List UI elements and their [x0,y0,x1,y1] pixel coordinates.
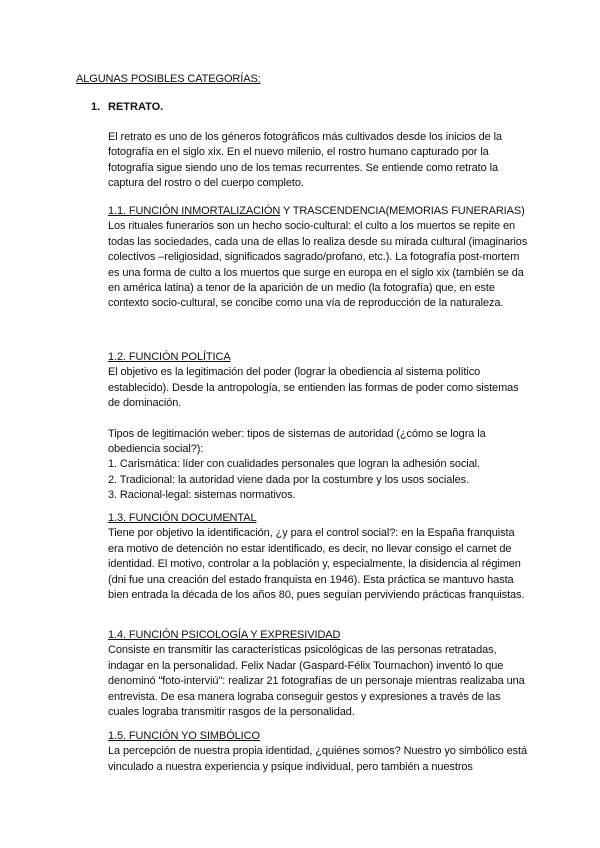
subsection-body: Tiene por objetivo la identificación, ¿y para el control social?: en la España franquista era motivo de detención no estar identificado, es decir, no llevar consigo el carnet de identidad. El motivo, controlar a la población y, especialmente, la disidencia al régimen (dni fue una creación del estado franquista en 1946). Esta práctica se mantuvo hasta bien entrada la década de los años 80, pues seguían perviviendo prácticas franquistas. [108,527,525,602]
subsection-body: Los rituales funerarios son un hecho socio-cultural: el culto a los muertos se repite en todas las sociedades, cada una de ellas lo realiza desde su mirada cultural (imaginarios colectivos –religiosidad, significados sagrado/profano, etc.). La fotografía post-mortem es una forma de culto a los muertos que surge en europa en el siglo xix (también se da en américa latina) a tenor de la aparición de un medio (la fotografía) que, en este contexto socio-cultural, se concibe como una vía de reproducción de la naturaleza. [108,220,528,310]
section-intro [108,130,528,192]
section-title: RETRATO. [108,101,164,113]
section-heading-retrato [91,100,163,115]
list-intro: Tipos de legitimación weber: tipos de sistemas de autoridad (¿cómo se logra la obediencia social?): [108,427,486,456]
list-item: 1. Carismática: líder con cualidades personales que logran la adhesión social. [108,458,480,471]
document-title: ALGUNAS POSIBLES CATEGORÍAS: [76,73,261,85]
subsection-heading [108,729,528,744]
authority-list [108,457,528,503]
subsection-heading-underlined: 1.5. FUNCIÓN YO SIMBÓLICO [108,730,260,742]
subsection-1-1 [108,204,528,312]
subsection-heading [108,628,528,643]
subsection-heading-underlined: 1.2. FUNCIÓN POLÍTICA [108,351,231,363]
subsection-body: El objetivo es la legitimación del poder (lograr la obediencia al sistema político establecido). Desde la antropología, se entienden las formas de poder como sistemas de dominación. [108,366,519,410]
subsection-heading-rest: Y TRASCENDENCIA(MEMORIAS FUNERARIAS) [280,205,525,217]
subsection-heading-underlined: 1.1. FUNCIÓN INMORTALIZACIÓN [108,205,281,217]
subsection-heading [108,204,528,219]
section-number: 1. [91,101,101,113]
list-item: 3. Racional-legal: sistemas normativos. [108,489,296,502]
subsection-heading [108,511,528,526]
subsection-heading-underlined: 1.4. FUNCIÓN PSICOLOGÍA Y EXPRESIVIDAD [108,629,341,641]
subsection-1-2 [108,350,528,504]
subsection-body: La percepción de nuestra propia identidad, ¿quiénes somos? Nuestro yo simbólico está vinculado a nuestra experiencia y psique individual, pero también a nuestros [108,745,528,773]
list-item: 2. Tradicional: la autoridad viene dada por la costumbre y los usos sociales. [108,473,470,486]
subsection-1-4 [108,628,528,720]
subsection-1-5 [108,729,528,775]
subsection-heading-underlined: 1.3. FUNCIÓN DOCUMENTAL [108,512,257,524]
subsection-body: Consiste en transmitir las características psicológicas de las personas retratadas, indagar en la personalidad. Felix Nadar (Gaspard-Félix Tournachon) inventó lo que denominó "foto-interviú": realizar 21 fotografías de un personaje mientras realizaba una entrevista. De esa manera lograba conseguir gestos y expresiones a través de las cuales lograba transmitir rasgos de la personalidad. [108,644,525,719]
section-intro-paragraph: El retrato es uno de los géneros fotográficos más cultivados desde los inicios de la fotografía en el siglo xix. En el nuevo milenio, el rostro humano capturado por la fotografía sigue siendo uno de los temas recurrentes. Se entiende como retrato la captura del rostro o del cuerpo completo. [108,131,502,190]
subsection-heading [108,350,528,365]
subsection-1-3 [108,511,528,603]
